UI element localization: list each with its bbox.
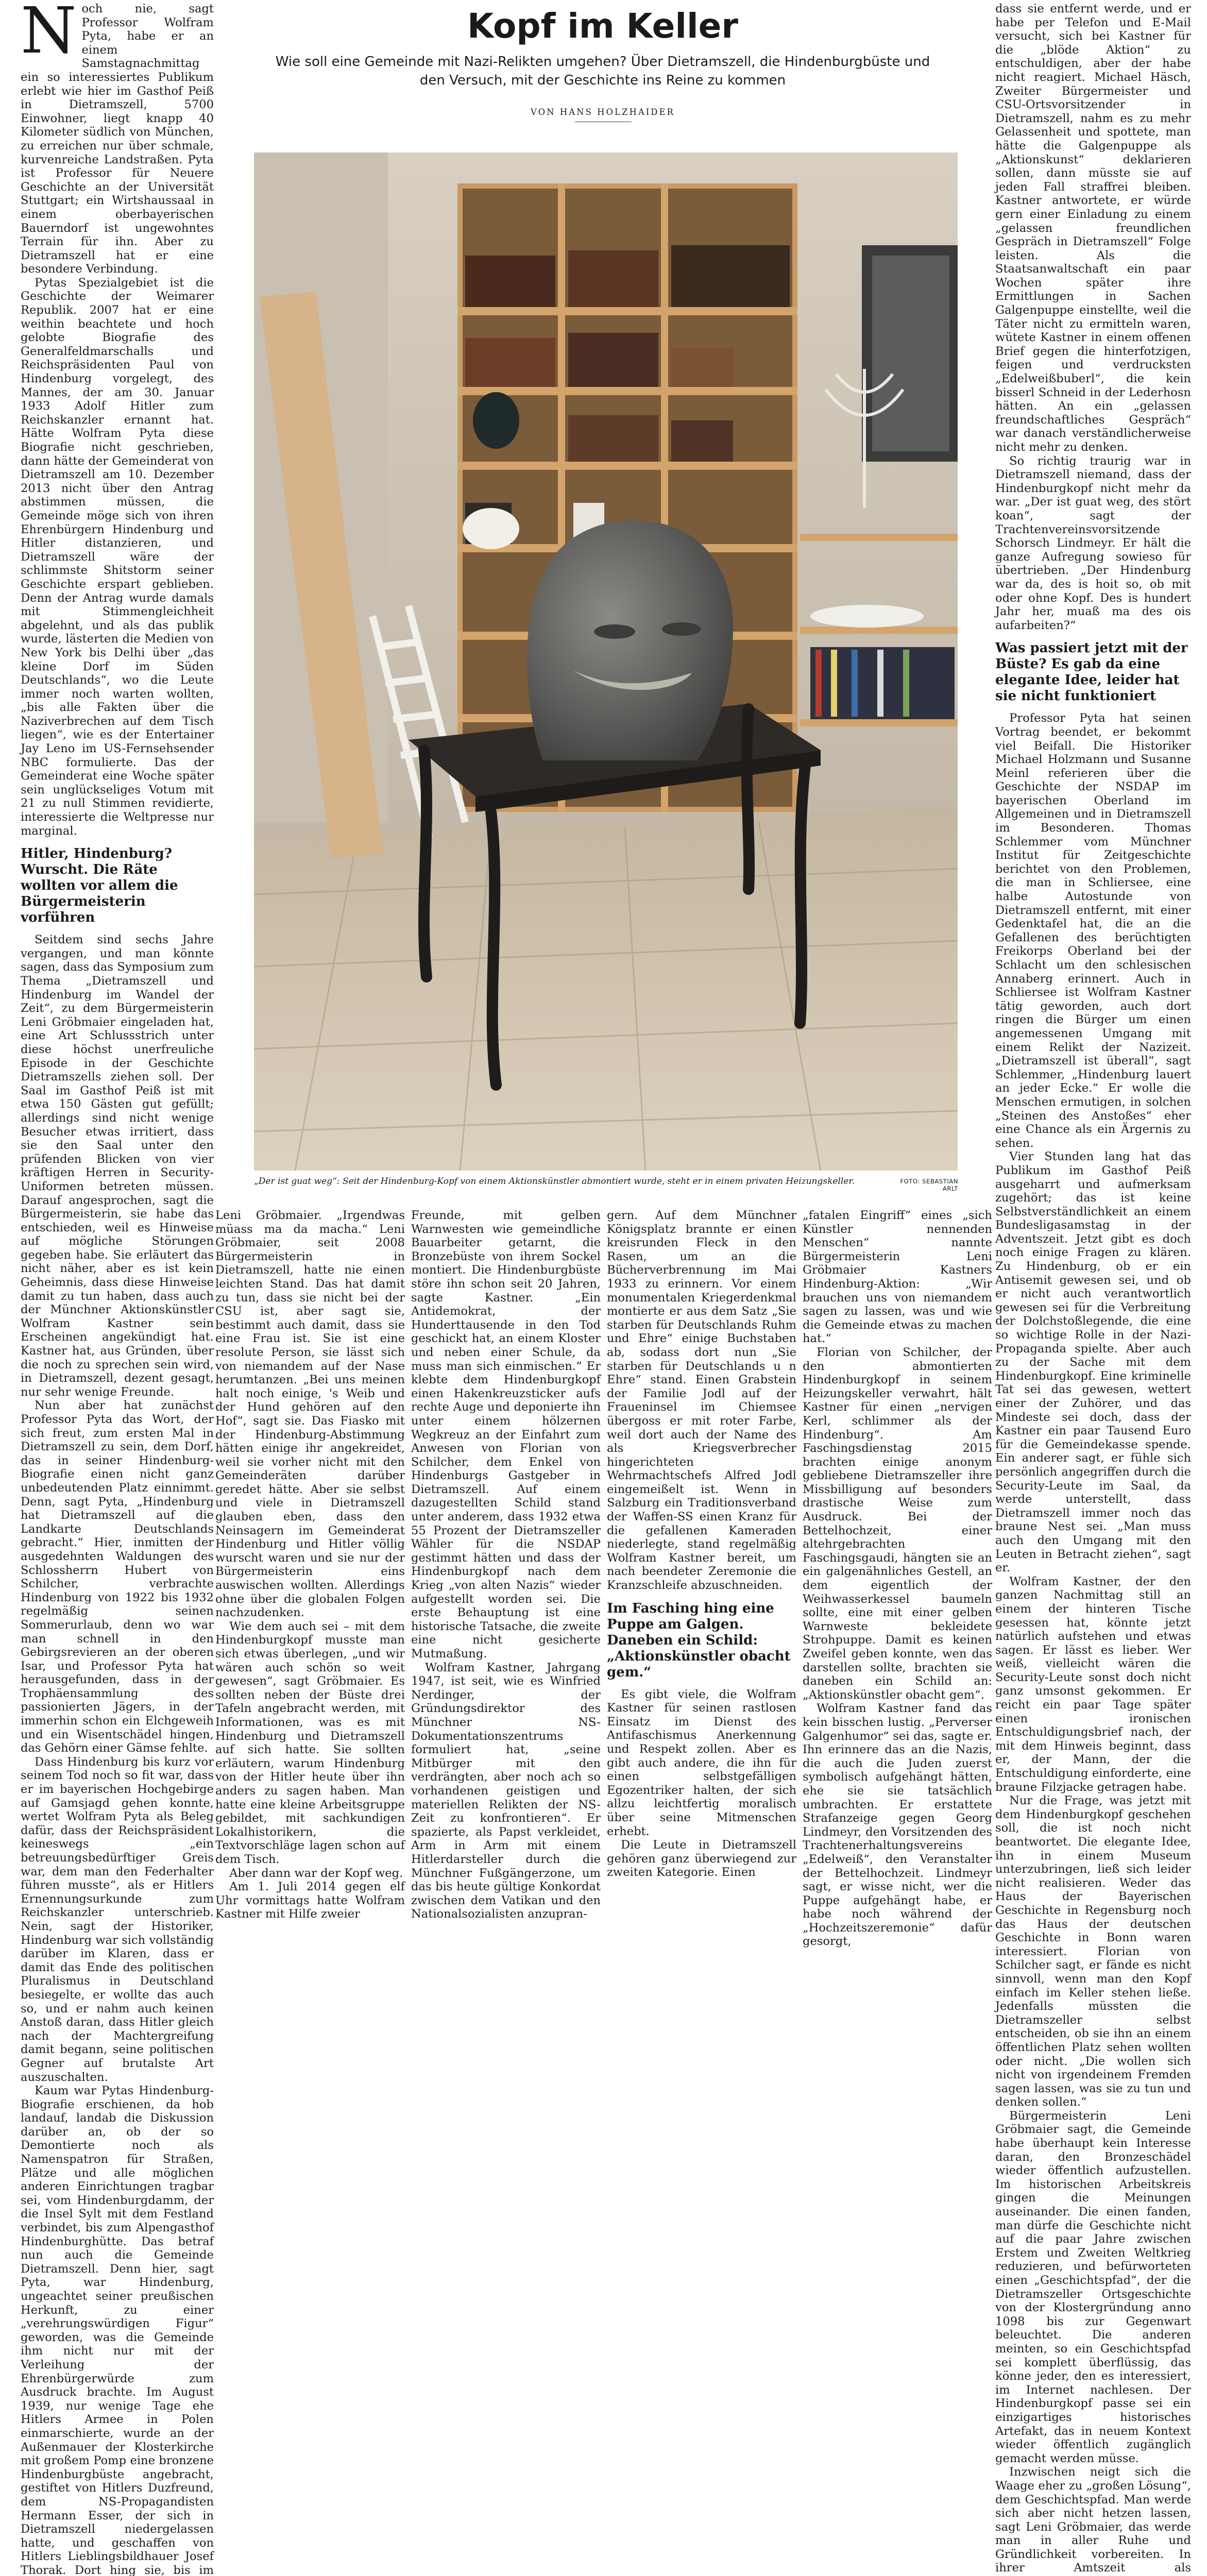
article-column-1: Noch nie, sagt Professor Wolfram Pyta, habe er an einem Samstagnachmittag ein so interessiertes Publikum erlebt wie hier im Gasthof Peiß in Dietramszell, 5700 Einwohner, liegt knapp 40 Kilometer südlich von München, zu erreichen nur über schmale, kurvenreiche Landstraßen. Pyta ist Professor für Neuere Geschichte an der Universität Stuttgart; ein Wirtshaussaal in einem oberbayerischen Bauerndorf ist ungewohntes Terrain für ihn. Aber zu Dietramszell hat er eine besondere Verbindung. Pytas Spezialgebiet ist die Geschichte der Weimarer Republik. 2007 hat er eine weithin beachtete und hoch gelobte Biografie des Generalfeldmarschalls und Reichspräsidenten Paul von Hindenburg vorgelegt, des Mannes, der am 30. Januar 1933 Adolf Hitler zum Reichskanzler ernannt hat. Hätte Wolfram Pyta diese Biografie nicht geschrieben, dann hätte der Gemeinderat von Dietramszell am 10. Dezember 2013 nicht über den Antrag abstimmen müssen, die Gemeinde möge sich von ihren Ehrenbürgern Hindenburg und Hitler distanzieren, und Dietramszell wäre der schlimmste Shitstorm seiner Geschichte erspart geblieben. Denn der Antrag wurde damals mit Stimmengleichheit abgelehnt, und als das publik wurde, lästerten die Medien von New York bis Delhi über „das kleine Dorf im Süden Deutschlands“, wo die Leute immer noch warten wollten, „bis alle Fakten über die Naziverbrechen auf dem Tisch liegen“, wie es der Entertainer Jay Leno im US-Fernsehsender NBC formulierte. Das der Gemeinderat eine Woche später sein unglückseliges Votum mit 21 zu null Stimmen revidierte, interessierte die Weltpresse nur marginal. Hitler, Hindenburg? Wurscht. Die Räte wollten vor allem die Bürgermeisterin vorführen Seitdem sind sechs Jahre vergangen, und man könnte sagen, dass das Symposium zum Thema „Dietramszell und Hindenburg im Wandel der Zeit“, zu dem Bürgermeisterin Leni Gröbmaier eingeladen hat, eine Art Schlussstrich unter diese höchst unerfreuliche Episode in der Geschichte Dietramszells ziehen soll. Der Saal im Gasthof Peiß ist mit etwa 150 Gästen gut gefüllt; allerdings sind nicht wenige Besucher etwas irritiert, dass sie den Saal unter den prüfenden Blicken von vier kräftigen Herren in Security-Uniformen betreten müssen. Darauf angesprochen, sagt die Bürgermeisterin, sie habe das entschieden, weil es Hinweise auf mögliche Störungen gegeben habe. Sie erläutert das nicht näher, aber es ist kein Geheimnis, dass diese Hinweise damit zu tun haben, dass auch der Münchner Aktionskünstler Wolfram Kastner sein Erscheinen angekündigt hat. Kastner hat, aus Gründen, über die noch zu sprechen sein wird, in Dietramszell, dezent gesagt, nur sehr wenige Freunde. Nun aber hat zunächst Professor Pyta das Wort, der sich freut, zum ersten Mal in Dietramszell zu sein, dem Dorf, das in seiner Hindenburg-Biografie einen nicht ganz unbedeutenden Platz einnimmt. Denn, sagt Pyta, „Hindenburg hat Dietramszell auf die Landkarte Deutschlands gebracht.“ Hier, inmitten der ausgedehnten Waldungen des Schlossherrn Hubert von Schilcher, verbrachte Hindenburg von 1922 bis 1932 regelmäßig seinen Sommerurlaub, denn wo war man schnell in den Gebirgsrevieren an der oberen Isar, und Professor Pyta hat herausgefunden, dass in der Trophäensammlung des passionierten Jägers, in der immerhin schon ein Elchgeweih und ein Wisentschädel hingen, das Gehörn einer Gämse fehlte. Dass Hindenburg bis kurz vor seinem Tod noch so fit war, dass er im bayerischen Hochgebirge auf Gamsjagd gehen konnte, wertet Wolfram Pyta als Beleg dafür, dass der Reichspräsident keineswegs „ein betreuungsbedürftiger Greis war, dem man den Federhalter führen musste“, als er Hitlers Ernennungsurkunde zum Reichskanzler unterschrieb. Nein, sagt der Historiker, Hindenburg war sich vollständig darüber im Klaren, dass er damit das Ende des politischen Pluralismus in Deutschland besiegelte, er wollte das auch so, und er nahm auch keinen Anstoß daran, dass Hitler gleich nach der Machtergreifung damit begann, seine politischen Gegner auf brutalste Art auszuschalten. Kaum war Pytas Hindenburg-Biografie erschienen, da hob landauf, landab die Diskussion darüber an, ob der so Demontierte noch als Namenspatron für Straßen, Plätze und alle möglichen anderen Einrichtungen tragbar sei, vom Hindenburgdamm, der die Insel Sylt mit dem Festland verbindet, bis zum Alpengasthof Hindenburghütte. Das betraf nun auch die Gemeinde Dietramszell. Denn hier, sagt Pyta, war Hindenburg, ungeachtet seiner preußischen Herkunft, zu einer „verehrungswürdigen Figur“ geworden, was die Gemeinde ihm nicht nur mit der Verleihung der Ehrenbürgerwürde zum Ausdruck brachte. Im August 1939, nur wenige Tage ehe Hitlers Armee in Polen einmarschierte, wurde an der Außenmauer der Klosterkirche mit großem Pomp eine bronzene Hindenburgbüste angebracht, gestiftet von Hitlers Duzfreund, dem NS-Propagandisten Hermann Esser, der sich in Dietramszell niedergelassen hatte, und geschaffen von Hitlers Lieblingsbildhauer Josef Thorak. Dort hing sie, bis im	[21, 0, 214, 2576]
subheadline: Wie soll eine Gemeinde mit Nazi-Relikten umgehen? Über Dietramszell, die Hindenburgbüste und den Versuch, mit der Geschichte ins Reine zu kommen	[275, 54, 930, 88]
article-column-2: Leni Gröbmaier. „Irgendwas müass ma da macha.“ Leni Gröbmaier, seit 2008 Bürgermeisterin in Dietramszell, hatte nie einen leichten Stand. Das hat damit zu tun, dass sie nicht bei der CSU ist, aber sagt sie, bestimmt auch damit, dass sie eine Frau ist. Sie ist eine resolute Person, sie lässt sich von niemandem auf der Nase herumtanzen. „Bei uns meinen halt noch einige, 's Weib und der Hund gehören auf den Hof“, sagt sie. Das Fiasko mit der Hindenburg-Abstimmung hätten einige ihr angekreidet, weil sie vorher nicht mit den Gemeinderäten darüber geredet hätte. Aber sie selbst und viele in Dietramszell glauben eben, dass den Neinsagern im Gemeinderat Hindenburg und Hitler völlig wurscht waren und sie nur der Bürgermeisterin eins auswischen wollten. Allerdings ohne über die globalen Folgen nachzudenken. Wie dem auch sei – mit dem Hindenburgkopf musste man sich etwas überlegen, „und wir wären auch schön so weit gewesen“, sagt Gröbmaier. Es sollten neben der Büste drei Tafeln angebracht werden, mit Informationen, was es mit Hindenburg und Dietramszell auf sich hatte. Sie sollten erläutern, warum Hindenburg von der Hitler heute über ihn anders zu sagen haben. Man hatte eine kleine Arbeitsgruppe gebildet, mit sachkundigen Lokalhistorikern, die Textvorschläge lagen schon auf dem Tisch. Aber dann war der Kopf weg. Am 1. Juli 2014 gegen elf Uhr vormittags hatte Wolfram Kastner mit Hilfe zweier	[215, 1209, 405, 1921]
intertitle: Im Fasching hing eine Puppe am Galgen. Daneben ein Schild: „Aktionskünstler obacht gem.“	[607, 1600, 791, 1680]
article-column-6: dass sie entfernt werde, und er habe per Telefon und E-Mail versucht, sich bei Kastner für die „blöde Aktion“ zu entschuldigen, aber der habe nicht reagiert. Michael Häsch, Zweiter Bürgermeister und CSU-Ortsvorsitzender in Dietramszell, nahm es zu mehr Gelassenheit und spottete, man hätte die Galgenpuppe als „Aktionskunst“ deklarieren sollen, dann müsste sie auf jeden Fall straffrei bleiben. Kastner antwortete, er würde gern einer Einladung zu einem „gelassen freundlichen Gespräch in Dietramszell“ Folge leisten. Als die Staatsanwaltschaft ein paar Wochen später ihre Ermittlungen in Sachen Galgenpuppe einstellte, weil die Täter nicht zu ermitteln waren, wütete Kastner in einem offenen Brief gegen die hinterfotzigen, feigen und verdrucksten „Edelweißbuberl“, die kein bisserl Schneid in der Lederhosn hätten. An ein „gelassen freundschaftliches Gespräch“ war danach verständlicherweise nicht mehr zu denken. So richtig traurig war in Dietramszell niemand, dass der Hindenburgkopf nicht mehr da war. „Der ist guat weg, des stört koan“, sagt der Trachtenvereinsvorsitzende Schorsch Lindmeyr. Er hält die ganze Aufregung sowieso für übertrieben. „Der Hindenburg war da, des is hoit so, ob mit oder ohne Kopf. Des is hundert Jahr her, muaß ma des ois aufarbeiten?“ Was passiert jetzt mit der Büste? Es gab da eine elegante Idee, leider hat sie nicht funktioniert Professor Pyta hat seinen Vortrag beendet, er bekommt viel Beifall. Die Historiker Michael Holzmann und Susanne Meinl referieren über die Geschichte der NSDAP im bayerischen Oberland im Allgemeinen und in Dietramszell im Besonderen. Thomas Schlemmer vom Münchner Institut für Zeitgeschichte berichtet von den Problemen, die man in Schliersee, eine halbe Autostunde von Dietramszell entfernt, mit einer Gedenktafel hat, die an die Gefallenen des berüchtigten Freikorps Oberland bei der Schlacht um den schlesischen Annaberg erinnert. Auch in Schliersee ist Wolfram Kastner tätig geworden, auch dort ringen die Bürger um einen angemessenen Umgang mit einem Relikt der Nazizeit. „Dietramszell ist überall“, sagt Schlemmer, „Hindenburg lauert an jeder Ecke.“ Er wolle die Menschen ermutigen, in solchen „Steinen des Anstoßes“ eher eine Chance als ein Ärgernis zu sehen. Vier Stunden lang hat das Publikum im Gasthof Peiß ausgeharrt und aufmerksam zugehört; das ist keine Selbstverständlichkeit an einem Bundesligasamstag in der Adventszeit. Jetzt gibt es doch noch einige Fragen zu klären. Zu Hindenburg, ob er ein Antisemit gewesen sei, und ob er nicht auch verantwortlich gewesen sei für die Verbreitung der Dolchstoßlegende, die eine so wichtige Rolle in der Nazi-Propaganda spielte. Aber auch zu der Sache mit dem Hindenburgkopf. Eine kriminelle Tat sei das gewesen, wettert einer der Zuhörer, und das Mindeste sei doch, dass der Kastner ein paar Tausend Euro für die Gemeindekasse spende. Ein anderer sagt, er fühle sich persönlich angegriffen durch die Security-Leute im Saal, da werde unterstellt, dass Dietramszell immer noch das braune Nest sei. „Man muss auch den Umgang mit den Leuten in Betracht ziehen“, sagt er. Wolfram Kastner, der den ganzen Nachmittag still an einem der hinteren Tische gesessen hat, könnte jetzt natürlich aufstehen und etwas sagen. Er lässt es lieber. Wer weiß, vielleicht wären die Security-Leute sonst doch nicht ganz umsonst gekommen. Er reicht ein paar Tage später einen ironischen Entschuldigungsbrief nach, der mit dem Hinweis beginnt, dass er, der Mann, der die Entschuldigung einforderte, eine braune Filzjacke getragen habe. Nur die Frage, was jetzt mit dem Hindenburgkopf geschehen soll, die ist noch nicht beantwortet. Die elegante Idee, ihn in einem Museum unterzubringen, ließ sich leider nicht realisieren. Weder das Haus der Bayerischen Geschichte in Regensburg noch das Haus der deutschen Geschichte in Bonn waren interessiert. Florian von Schilcher sagt, er fände es nicht sinnvoll, wenn man den Kopf einfach im Keller stehen ließe. Jedenfalls müssten die Dietramszeller selbst entscheiden, ob sie ihn an einem öffentlichen Platz sehen wollten oder nicht. „Die wollen sich nicht von irgendeinem Fremden sagen lassen, was sie zu tun und denken sollen.“ Bürgermeisterin Leni Gröbmaier sagt, die Gemeinde habe überhaupt kein Interesse daran, den Bronzeschädel wieder öffentlich aufzustellen. Im historischen Arbeitskreis gingen die Meinungen auseinander. Die einen fanden, man dürfe die Geschichte nicht auf die paar Jahre zwischen Erstem und Zweiten Weltkrieg reduzieren, und befürworteten einen „Geschichtspfad“, der die Dietramszeller Ortsgeschichte von der Klostergründung anno 1098 bis zur Gegenwart beleuchtet. Die anderen meinten, so ein Geschichtspfad sei komplett überflüssig, das könne jeder, den es interessiert, im Internet nachlesen. Der Hindenburgkopf passe sei ein einzigartiges historisches Artefakt, das in neuem Kontext wieder öffentlich zugänglich gemacht werden müsse. Inzwischen neigt sich die Waage eher zu „großen Lösung“, dem Geschichtspfad. Man werde sich aber nicht hetzen lassen, sagt Leni Gröbmaier, das werde man in aller Ruhe und Gründlichkeit vorbereiten. In ihrer Amtszeit als	[995, 2, 1191, 2575]
intertitle: Was passiert jetzt mit der Büste? Es gab da eine elegante Idee, leider hat sie nicht funktioniert	[995, 640, 1188, 704]
photo-hindenburg-bust-in-cellar	[254, 152, 958, 1171]
photo-credit: FOTO: SEBASTIAN ARLT	[900, 1178, 958, 1192]
headline: Kopf im Keller	[467, 6, 738, 46]
byline: VON HANS HOLZHAIDER	[531, 107, 675, 117]
drop-cap: N	[21, 0, 77, 68]
photo-caption: „Der ist guat weg“: Seit der Hindenburg-Kopf von einem Aktionskünstler abmontiert wurde, steht er in einem privaten Heizungskeller.	[254, 1176, 855, 1187]
intertitle: Hitler, Hindenburg? Wurscht. Die Räte wollten vor allem die Bürgermeisterin vorführen	[21, 846, 178, 926]
article-column-4: gern. Auf dem Münchner Königsplatz brannte er einen kreisrunden Fleck in den Rasen, um an die Bücherverbrennung im Mai 1933 zu erinnern. Vor einem monumentalen Kriegerdenkmal montierte er aus dem Satz „Sie starben für Deutschlands Ruhm und Ehre“ einige Buchstaben ab, sodass dort nun „Sie starben für Deutschlands u n Ehre“ stand. Einen Grabstein der Familie Jodl auf der Fraueninsel im Chiemsee übergoss er mit roter Farbe, weil dort auch der Name des als Kriegsverbrecher hingerichteten Wehrmachtschefs Alfred Jodl eingemeißelt ist. Wenn in Salzburg ein Traditionsverband der Waffen-SS einen Kranz für die gefallenen Kameraden niederlegte, stand regelmäßig Wolfram Kastner bereit, um nach beendeter Zeremonie die Kranzschleife abzuschneiden. Im Fasching hing eine Puppe am Galgen. Daneben ein Schild: „Aktionskünstler obacht gem.“ Es gibt viele, die Wolfram Kastner für seinen rastlosen Einsatz im Dienst des Antifaschismus Anerkennung und Respekt zollen. Aber es gibt auch andere, die ihn für einen selbstgefälligen Egozentriker halten, der sich allzu leichtfertig moralisch über seine Mitmenschen erhebt. Die Leute in Dietramszell gehören ganz überwiegend zur zweiten Kategorie. Einen	[607, 1209, 796, 1879]
article-column-3: Freunde, mit gelben Warnwesten wie gemeindliche Bauarbeiter getarnt, die Bronzebüste von ihrem Sockel montiert. Die Hindenburgbüste störe ihn schon seit 20 Jahren, sagte Kastner. „Ein Antidemokrat, der Hunderttausende in den Tod geschickt hat, an einem Kloster und neben einer Schule, da muss man sich einmischen.“ Er klebte dem Hindenburgkopf einen Hakenkreuzsticker aufs rechte Auge und deponierte ihn unter einem hölzernen Wegkreuz an der Einfahrt zum Anwesen von Florian von Schilcher, dem Enkel von Hindenburgs Gastgeber in Dietramszell. Auf einem dazugestellten Schild stand unter anderem, dass 1932 etwa 55 Prozent der Dietramszeller Wähler für die NSDAP gestimmt hätten und dass der Hindenburgkopf nach dem Krieg „von alten Nazis“ wieder aufgestellt worden sei. Die erste Behauptung ist eine historische Tatsache, die zweite eine nicht gesicherte Mutmaßung. Wolfram Kastner, Jahrgang 1947, ist seit, wie es Winfried Nerdinger, der Gründungsdirektor des Münchner NS-Dokumentationszentrums formuliert hat, „seine Mitbürger mit den verdrängten, aber noch ach so vorhandenen geistigen und materiellen Relikten der NS-Zeit zu konfrontieren“. Er spazierte, als Papst verkleidet, Arm in Arm mit einem Hitlerdarsteller durch die Münchner Fußgängerzone, um das bis heute gültige Konkordat zwischen dem Vatikan und den Nationalsozialisten anzupran-	[411, 1209, 601, 1921]
article-column-5: „fatalen Eingriff“ eines „sich Künstler nennenden Menschen“ nannte Bürgermeisterin Leni Gröbmaier Kastners Hindenburg-Aktion: „Wir brauchen uns von niemandem sagen zu lassen, was und wie die Gemeinde etwas zu machen hat.“ Florian von Schilcher, der den abmontierten Hindenburgkopf in seinem Heizungskeller verwahrt, hält Kastner für einen „nervigen Kerl, schlimmer als der Hindenburg“. Am Faschingsdienstag 2015 brachten einige anonym gebliebene Dietramszeller ihre Missbilligung auf besonders drastische Weise zum Ausdruck. Bei der Bettelhochzeit, einer altehrgebrachten Faschingsgaudi, hängten sie an ein galgenähnliches Gestell, an dem eigentlich der Weihwasserkessel baumeln sollte, eine mit einer gelben Warnweste bekleidete Strohpuppe. Damit es keinen Zweifel geben konnte, wen das darstellen sollte, brachten sie daneben ein Schild an: „Aktionskünstler obacht gem“. Wolfram Kastner fand das kein bisschen lustig. „Perverser Galgenhumor“ sei das, sagte er. Ihn erinnere das an die Nazis, die auch die Juden zuerst symbolisch aufgehängt hätten, ehe sie sie tatsächlich umbrachten. Er erstattete Strafanzeige gegen Georg Lindmeyr, den Vorsitzenden des Trachtenerhaltungsvereins „Edelweiß“, den Veranstalter der Bettelhochzeit. Lindmeyr sagt, er wisse nicht, wer die Puppe aufgehängt habe, er habe noch während der „Hochzeitszeremonie“ dafür gesorgt,	[803, 1209, 992, 1948]
